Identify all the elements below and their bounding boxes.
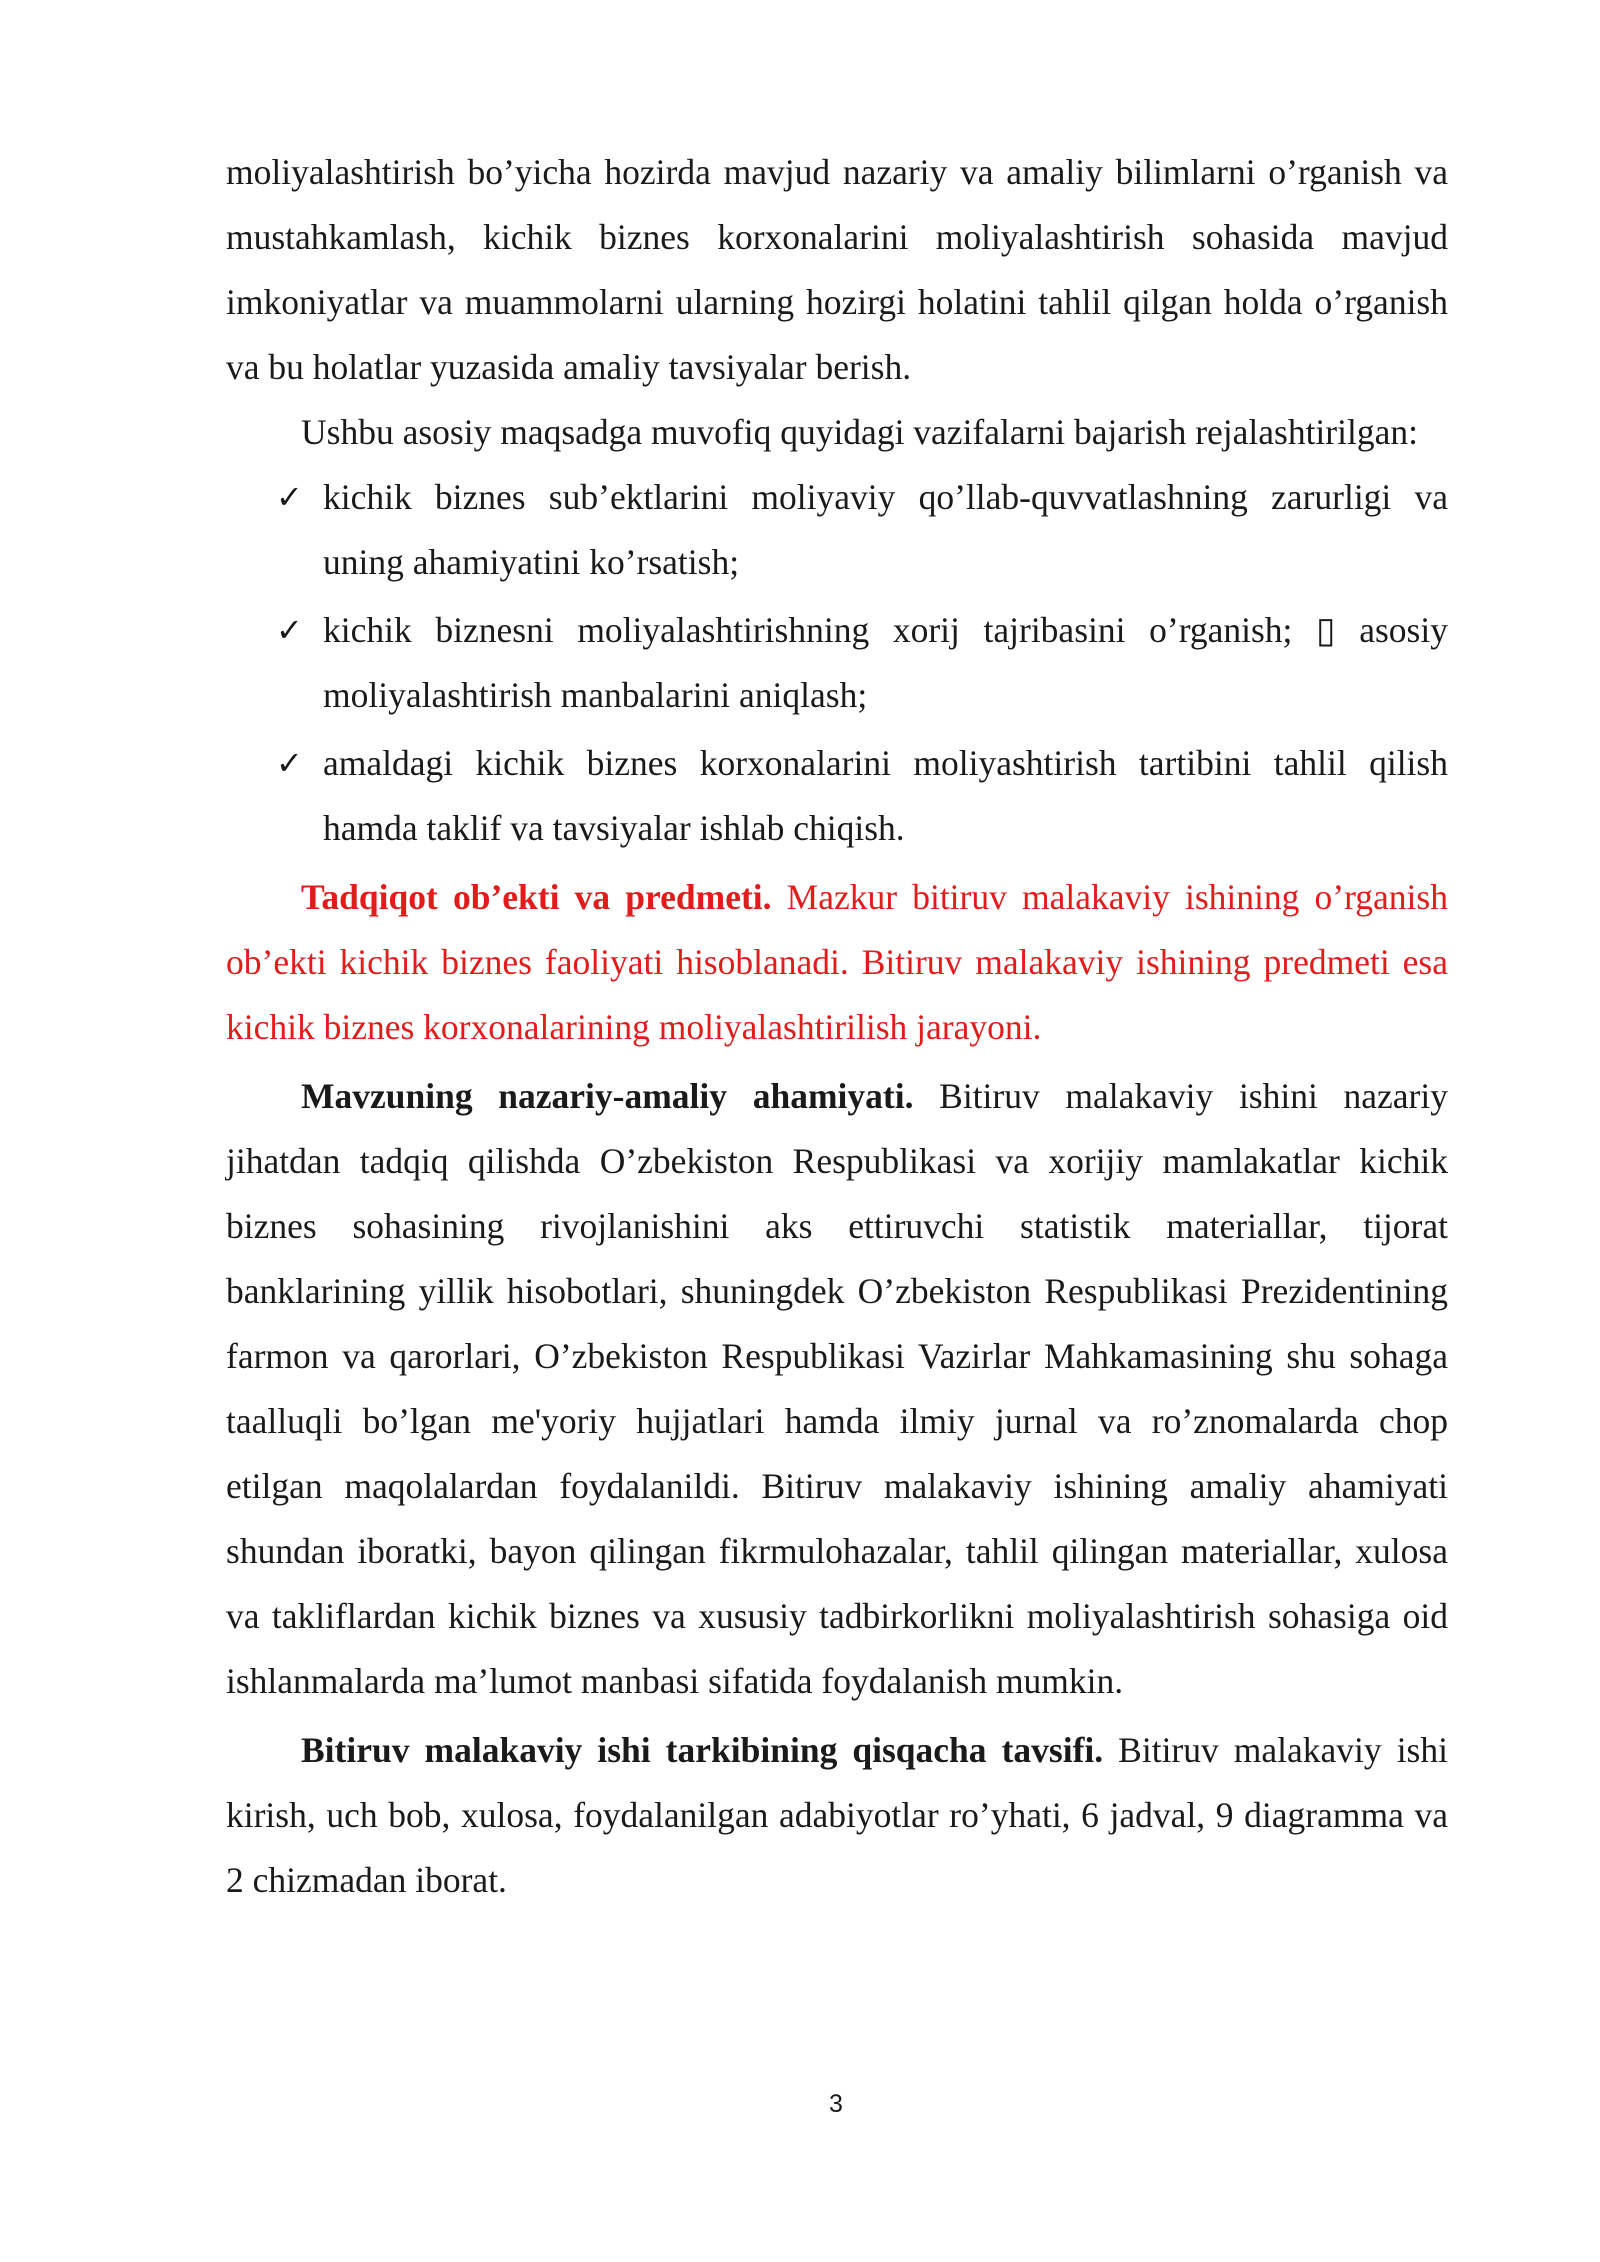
structure-paragraph bbox=[226, 1718, 1448, 1913]
research-object-heading: Tadqiqot ob’ekti va predmeti. bbox=[301, 877, 772, 917]
research-object-paragraph bbox=[226, 865, 1448, 1060]
page-number: 3 bbox=[829, 2090, 843, 2118]
list-item bbox=[226, 598, 1448, 728]
checkmark-icon: ✓ bbox=[276, 744, 303, 782]
tasks-intro-paragraph: Ushbu asosiy maqsadga muvofiq quyidagi vazifalarni bajarish rejalashtirilgan: bbox=[301, 412, 1418, 452]
structure-heading: Bitiruv malakaviy ishi tarkibining qisqacha tavsifi. bbox=[301, 1730, 1104, 1770]
list-item bbox=[226, 465, 1448, 595]
significance-text: Bitiruv malakaviy ishini nazariy jihatdan tadqiq qilishda O’zbekiston Respublikasi va xorijiy mamlakatlar kichik biznes sohasining rivojlanishini aks ettiruvchi statistik materiallar, tijorat banklarining yillik hisobotlari, shuningdek O’zbekiston Respublikasi Prezidentining farmon va qarorlari, O’zbekiston Respublikasi Vazirlar Mahkamasining shu sohaga taalluqli bo’lgan me'yoriy hujjatlari hamda ilmiy jurnal va ro’znomalarda chop etilgan maqolalardan foydalanildi. Bitiruv malakaviy ishining amaliy ahamiyati shundan iboratki, bayon qilingan fikrmulohazalar, tahlil qilingan materiallar, xulosa va takliflardan kichik biznes va xususiy tadbirkorlikni moliyalashtirish sohasiga oid ishlanmalarda ma’lumot manbasi sifatida foydalanish mumkin. bbox=[226, 1076, 1448, 1701]
task-list bbox=[226, 465, 1448, 861]
structure-text: Bitiruv malakaviy ishi kirish, uch bob, xulosa, foydalanilgan adabiyotlar ro’yhati, 6 jadval, 9 diagramma va 2 chizmadan iborat. bbox=[226, 1730, 1448, 1900]
significance-heading: Mavzuning nazariy-amaliy ahamiyati. bbox=[301, 1076, 914, 1116]
checkmark-icon: ✓ bbox=[276, 478, 303, 516]
checkmark-icon: ✓ bbox=[276, 611, 303, 649]
list-item-text: amaldagi kichik biznes korxonalarini moliyashtirish tartibini tahlil qilish hamda taklif va tavsiyalar ishlab chiqish. bbox=[323, 743, 1448, 848]
intro-paragraph: moliyalashtirish bo’yicha hozirda mavjud nazariy va amaliy bilimlarni o’rganish va mustahkamlash, kichik biznes korxonalarini moliyalashtirish sohasida mavjud imkoniyatlar va muammolarni ularning hozirgi holatini tahlil qilgan holda o’rganish va bu holatlar yuzasida amaliy tavsiyalar berish. bbox=[226, 152, 1448, 387]
document-page bbox=[226, 140, 1448, 1913]
significance-paragraph bbox=[226, 1064, 1448, 1714]
list-item-text: kichik biznesni moliyalashtirishning xorij tajribasini o’rganish; ▯ asosiy moliyalashtirish manbalarini aniqlash; bbox=[323, 610, 1448, 715]
research-object-text: Mazkur bitiruv malakaviy ishining o’rganish ob’ekti kichik biznes faoliyati hisoblanadi. Bitiruv malakaviy ishining predmeti esa kichik biznes korxonalarining moliyalashtirilish jarayoni. bbox=[226, 877, 1448, 1047]
list-item-text: kichik biznes sub’ektlarini moliyaviy qo’llab-quvvatlashning zarurligi va uning ahamiyatini ko’rsatish; bbox=[323, 477, 1448, 582]
list-item bbox=[226, 731, 1448, 861]
